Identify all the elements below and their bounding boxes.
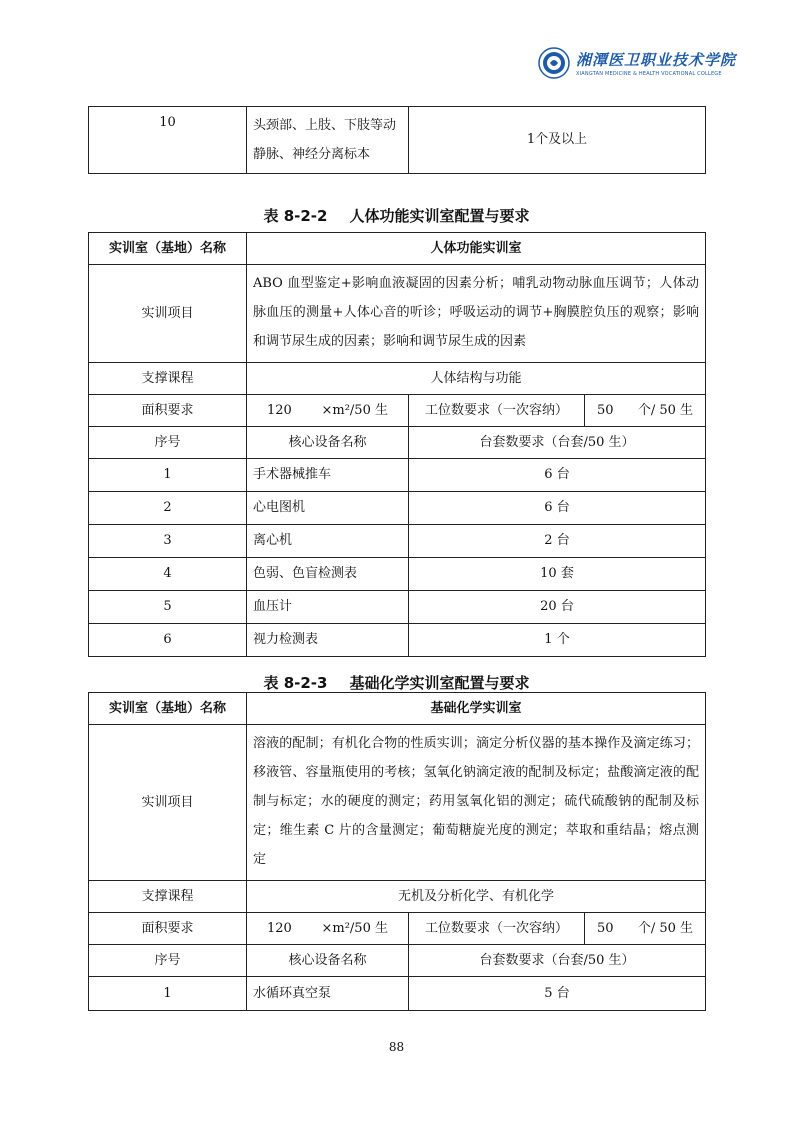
top-table [88,106,706,174]
station-value: 50 [597,920,614,936]
school-name: 湘潭医卫职业技术学院 [576,51,737,69]
project-value: ABO 血型鉴定+影响血液凝固的因素分析；哺乳动物动脉血压调节；人体动脉血压的测量+人体心音的听诊；呼吸运动的调节+胸膜腔负压的观察；影响和调节尿生成的因素；影响和调节尿生成的因素 [247,265,706,363]
page-number: 88 [388,1040,405,1054]
project-value: 溶液的配制；有机化合物的性质实训；滴定分析仪器的基本操作及滴定练习；移液管、容量瓶使用的考核；氢氧化钠滴定液的配制及标定；盐酸滴定液的配制与标定；水的硬度的测定；药用氢氧化铝的测定；硫代硫酸钠的配制及标定；维生素 C 片的含量测定；葡萄糖旋光度的测定；萃取和重结晶；熔点测定 [247,725,706,881]
row-no: 10 [89,107,247,174]
course-value: 人体结构与功能 [247,363,706,395]
row-equipment: 头颈部、上肢、下肢等动静脉、神经分离标本 [247,107,409,174]
table-row [89,913,706,945]
row-no: 5 [89,591,247,624]
area-label: 面积要求 [89,395,247,427]
table-823 [88,692,706,1011]
row-no: 2 [89,492,247,525]
lab-name-value: 基础化学实训室 [247,693,706,725]
row-equipment: 血压计 [247,591,409,624]
row-no: 1 [89,459,247,492]
table-row [89,427,706,459]
row-equipment: 手术器械推车 [247,459,409,492]
table-title: 基础化学实训室配置与要求 [349,674,530,692]
table-row [89,459,706,492]
table-number: 表 8-2-3 [263,674,328,692]
row-quantity: 6 台 [409,459,706,492]
table-row [89,492,706,525]
table-row [89,977,706,1011]
row-quantity: 6 台 [409,492,706,525]
lab-name-label: 实训室（基地）名称 [89,693,247,725]
area-label: 面积要求 [89,913,247,945]
table-row [89,233,706,265]
table-row [89,558,706,591]
area-cell [247,913,409,945]
table-caption-822 [0,205,793,226]
school-logo [538,46,736,80]
col-equipment-header: 核心设备名称 [247,427,409,459]
col-no-header: 序号 [89,427,247,459]
table-row [89,591,706,624]
row-quantity: 10 套 [409,558,706,591]
table-row [89,725,706,881]
area-unit: ×m²/50 生 [321,920,388,936]
table-row [89,624,706,657]
school-seal-icon [538,47,570,79]
area-value: 120 [267,920,292,936]
station-unit: 个/ 50 生 [637,402,693,418]
col-no-header: 序号 [89,945,247,977]
row-no: 6 [89,624,247,657]
row-no: 4 [89,558,247,591]
row-no: 3 [89,525,247,558]
table-row [89,363,706,395]
project-label: 实训项目 [89,265,247,363]
col-equipment-header: 核心设备名称 [247,945,409,977]
table-caption-823 [0,672,793,693]
area-unit: ×m²/50 生 [321,402,388,418]
table-row [89,265,706,363]
row-quantity: 2 台 [409,525,706,558]
table-row [89,525,706,558]
station-label: 工位数要求（一次容纳） [409,913,585,945]
row-equipment: 视力检测表 [247,624,409,657]
row-equipment: 离心机 [247,525,409,558]
row-quantity: 20 台 [409,591,706,624]
table-row [89,395,706,427]
course-label: 支撑课程 [89,881,247,913]
table-row [89,693,706,725]
table-number: 表 8-2-2 [263,207,328,225]
row-equipment: 心电图机 [247,492,409,525]
col-quantity-header: 台套数要求（台套/50 生） [409,427,706,459]
station-cell [585,395,706,427]
row-quantity: 1个及以上 [409,107,706,174]
table-title: 人体功能实训室配置与要求 [349,207,530,225]
row-quantity: 5 台 [409,977,706,1011]
station-cell [585,913,706,945]
course-value: 无机及分析化学、有机化学 [247,881,706,913]
table-822 [88,232,706,657]
station-value: 50 [597,402,614,418]
area-cell [247,395,409,427]
row-equipment: 水循环真空泵 [247,977,409,1011]
row-no: 1 [89,977,247,1011]
table-row [89,881,706,913]
row-equipment: 色弱、色盲检测表 [247,558,409,591]
school-name-en: XIANGTAN MEDICINE & HEALTH VOCATIONAL COLLEGE [576,71,722,77]
table-row [89,945,706,977]
project-label: 实训项目 [89,725,247,881]
station-label: 工位数要求（一次容纳） [409,395,585,427]
lab-name-value: 人体功能实训室 [247,233,706,265]
col-quantity-header: 台套数要求（台套/50 生） [409,945,706,977]
lab-name-label: 实训室（基地）名称 [89,233,247,265]
area-value: 120 [267,402,292,418]
table-row [89,107,706,174]
row-quantity: 1 个 [409,624,706,657]
course-label: 支撑课程 [89,363,247,395]
station-unit: 个/ 50 生 [637,920,693,936]
